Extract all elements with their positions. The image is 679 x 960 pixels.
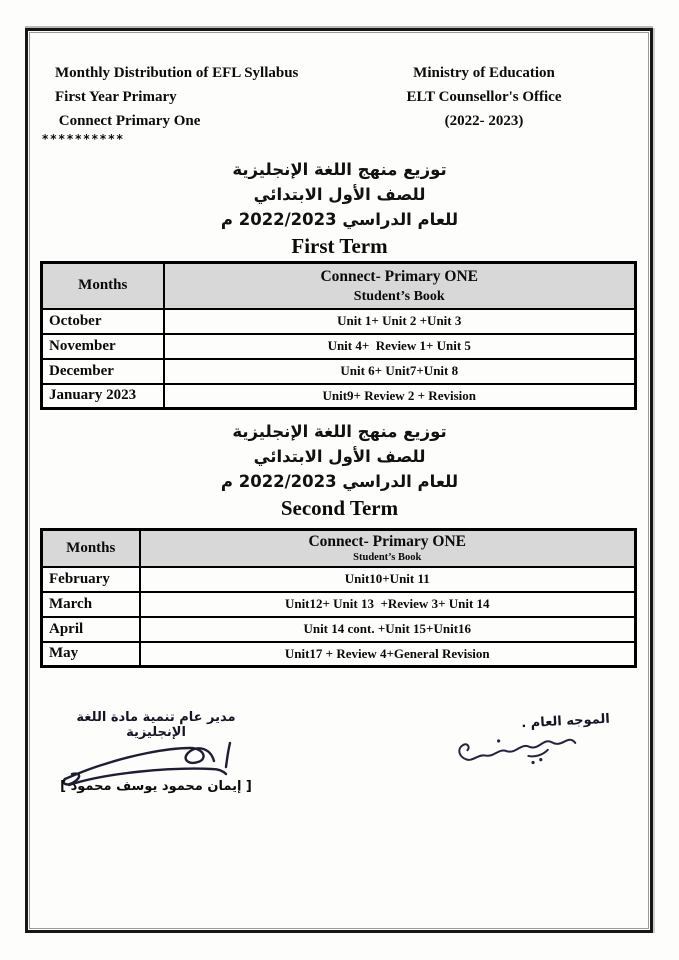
director-title: مدير عام تنمية مادة اللغة الإنجليزية [76,710,236,740]
term1-book-header-line1: Connect- Primary ONE [320,267,479,285]
term2-row3-units: Unit 14 cont. +Unit 15+Unit16 [140,617,636,642]
term1-months-header: Months [42,263,164,309]
term2-table-header-row [42,530,636,567]
term1-table-header-row [42,263,636,309]
term1-row4-month: January 2023 [42,384,164,409]
office-line: ELT Counsellor's Office [406,89,562,105]
term2-arabic-year: للعام الدراسي 2022/2023 م [220,472,459,491]
term2-row4-month: May [42,642,140,667]
term1-row2-units: Unit 4+ Review 1+ Unit 5 [164,334,636,359]
term2-row2-units: Unit12+ Unit 13 +Review 3+ Unit 14 [140,592,636,617]
term1-arabic-title: توزيع منهج اللغة الإنجليزية [232,160,447,179]
table-row [42,359,636,384]
term2-arabic-grade: للصف الأول الابتدائي [253,447,426,466]
term1-row4-units: Unit9+ Review 2 + Revision [164,384,636,409]
term1-row2-month: November [42,334,164,359]
term1-row3-units: Unit 6+ Unit7+Unit 8 [164,359,636,384]
header-left-block [55,61,298,133]
term2-book-header [140,530,636,567]
term2-row1-units: Unit10+Unit 11 [140,567,636,592]
term1-book-header-line2: Student’s Book [353,288,445,304]
document-title: Monthly Distribution of EFL Syllabus [55,65,299,81]
table-row [42,334,636,359]
years-line: (2022- 2023) [444,113,524,129]
term2-row1-month: February [42,567,140,592]
term2-table [40,528,637,668]
term2-heading-block [0,419,679,521]
term1-arabic-year: للعام الدراسي 2022/2023 م [220,210,459,229]
term1-book-header [164,263,636,309]
ministry-line: Ministry of Education [413,65,555,81]
term2-title: Second Term [280,496,399,520]
table-row [42,642,636,667]
term2-book-header-line1: Connect- Primary ONE [308,532,467,550]
term1-heading-block [0,157,679,259]
term1-row1-month: October [42,309,164,334]
term2-months-header: Months [42,530,140,567]
term1-table [40,261,637,410]
table-row [42,567,636,592]
table-row [42,309,636,334]
term1-row1-units: Unit 1+ Unit 2 +Unit 3 [164,309,636,334]
term1-arabic-grade: للصف الأول الابتدائي [253,185,426,204]
term2-row3-month: April [42,617,140,642]
term2-row4-units: Unit17 + Review 4+General Revision [140,642,636,667]
book-line: Connect Primary One [55,113,201,129]
term2-arabic-title: توزيع منهج اللغة الإنجليزية [232,422,447,441]
term1-row3-month: December [42,359,164,384]
star-divider: ********** [42,132,125,146]
table-row [42,592,636,617]
term2-row2-month: March [42,592,140,617]
term2-book-header-line2: Student’s Book [353,551,422,563]
supervisor-title: الموجه العام . [520,711,611,732]
header-right-block [375,61,593,133]
term1-title: First Term [291,234,388,258]
grade-line: First Year Primary [55,89,177,105]
director-name: [ إيمان محمود يوسف محمود ] [60,779,252,794]
table-row [42,617,636,642]
table-row [42,384,636,409]
